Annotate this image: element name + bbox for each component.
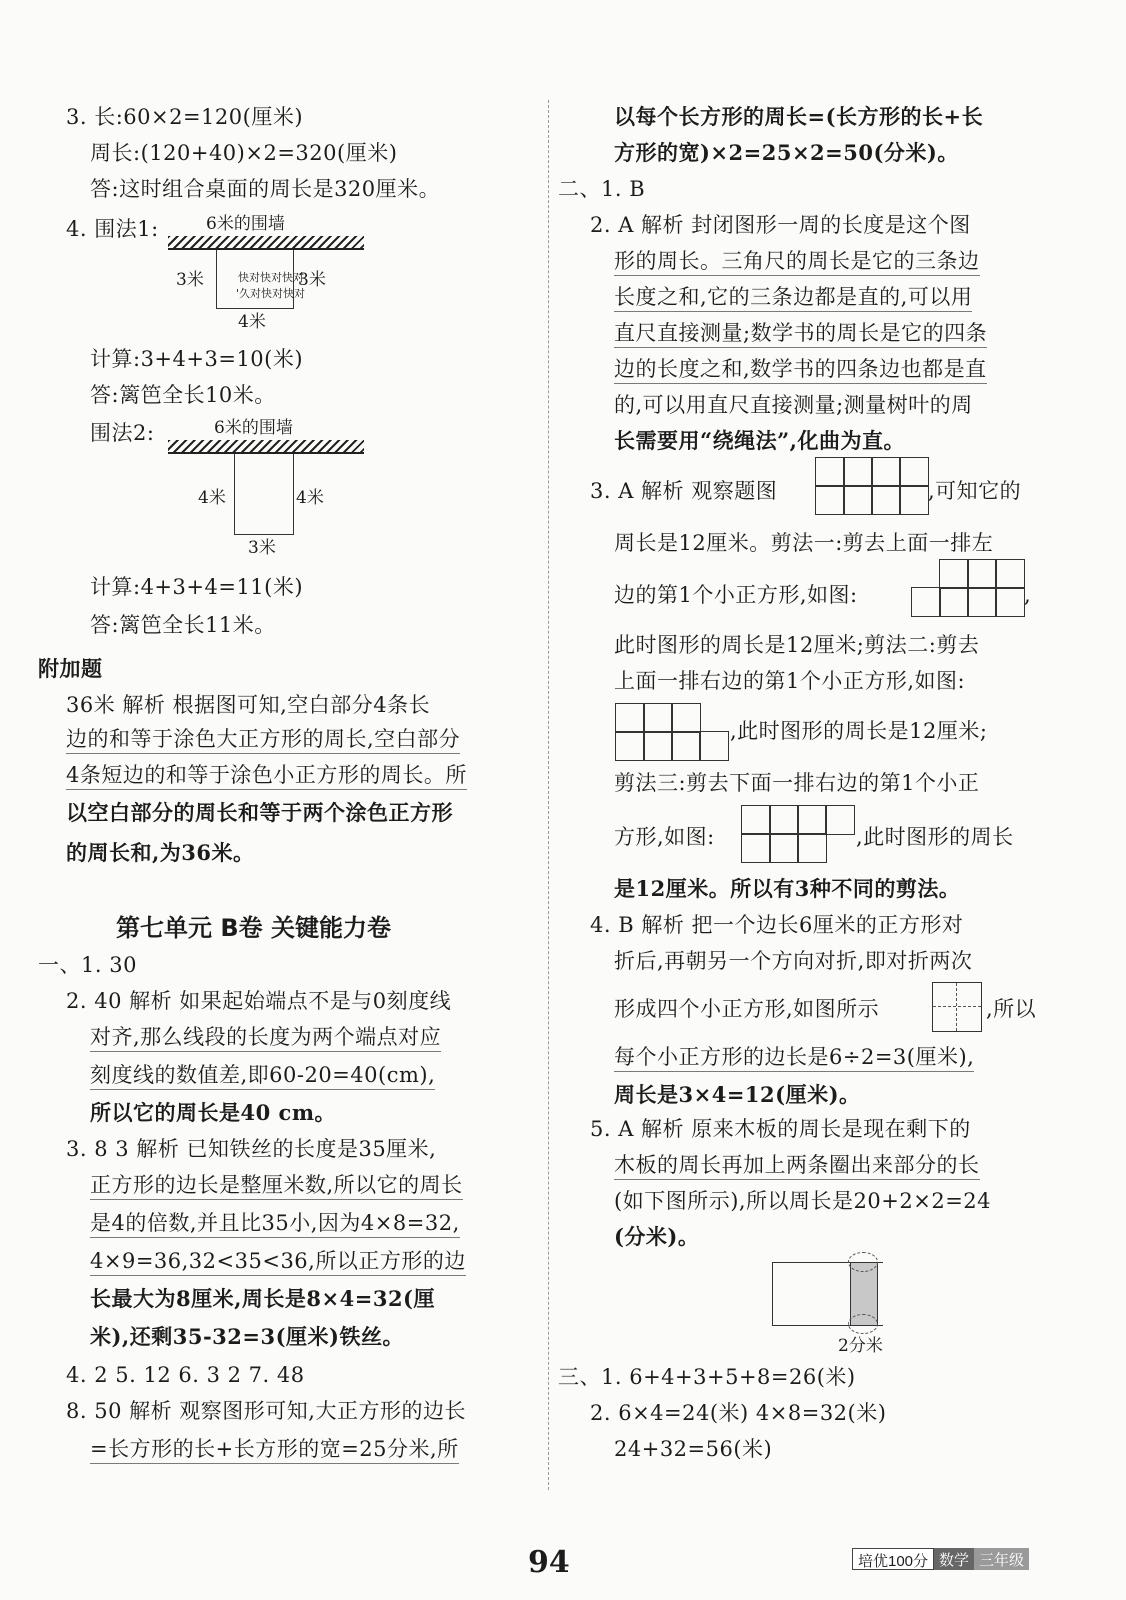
fig-board-label: 2分米 (838, 1336, 883, 1356)
fig2-wall (168, 440, 364, 454)
r2-2-line3: 长度之和,它的三条边都是直的,可以用 (614, 284, 972, 312)
r2-5-line1: 5. A 解析 原来木板的周长是现在剩下的 (590, 1117, 971, 1141)
fig2-bottom-label: 3米 (248, 538, 276, 558)
fig1-watermark-1: 快对快对快对 (238, 271, 304, 284)
r2-4-line4: 每个小正方形的边长是6÷2=3(厘米), (614, 1044, 974, 1072)
bonus-line3: 4条短边的和等于涂色小正方形的周长。所 (66, 762, 467, 790)
r2-4-line5: 周长是3×4=12(厘米)。 (614, 1082, 861, 1107)
s8-line1: 8. 50 解析 观察图形可知,大正方形的边长 (66, 1399, 466, 1423)
r2-3-line6: ,此时图形的周长是12厘米; (730, 719, 988, 743)
fig-grid-full (816, 458, 928, 514)
q4-method1-label: 4. 围法1: (66, 217, 159, 241)
s2-line4: 所以它的周长是40 cm。 (90, 1100, 337, 1125)
r-line1: 以每个长方形的周长=(长方形的长+长 (614, 104, 984, 129)
r2-3-line2: 周长是12厘米。剪法一:剪去上面一排左 (614, 531, 994, 555)
r3-1: 三、1. 6+4+3+5+8=26(米) (558, 1365, 856, 1389)
s2-line2: 对齐,那么线段的长度为两个端点对应 (90, 1024, 441, 1052)
fig1-right-label: 3米 (298, 270, 326, 290)
fig1-wall (168, 236, 364, 250)
fig-board-ellipse-top (848, 1252, 878, 1272)
q3-line1: 3. 长:60×2=120(厘米) (66, 105, 304, 129)
fig2-right-label: 4米 (296, 488, 324, 508)
r2-1: 二、1. B (558, 177, 646, 201)
r2-2-line6: 的,可以用直尺直接测量;测量树叶的周 (614, 393, 973, 417)
r2-2-line1: 2. A 解析 封闭图形一周的长度是这个图 (590, 213, 971, 237)
answer1: 答:篱笆全长10米。 (90, 383, 276, 407)
r2-3-line1a: 3. A 解析 观察题图 (590, 479, 778, 503)
fig-board-ellipse-bottom (848, 1314, 878, 1334)
r-line2: 方形的宽)×2=25×2=50(分米)。 (614, 140, 959, 165)
fig-cut1 (912, 560, 1024, 616)
s3-line2: 正方形的边长是整厘米数,所以它的周长 (90, 1172, 463, 1200)
q3-line3: 答:这时组合桌面的周长是320厘米。 (90, 177, 441, 201)
fig-cut2 (616, 704, 728, 760)
s2-line1: 2. 40 解析 如果起始端点不是与0刻度线 (66, 989, 452, 1013)
r2-2-line5: 边的长度之和,数学书的四条边也都是直 (614, 356, 987, 384)
r2-3-line3a: 边的第1个小正方形,如图: (614, 583, 858, 607)
fig2-left-label: 4米 (198, 488, 226, 508)
fig1-bottom-label: 4米 (238, 312, 266, 332)
r2-3-line4: 此时图形的周长是12厘米;剪法二:剪去 (614, 633, 980, 657)
s3-line4: 4×9=36,32<35<36,所以正方形的边 (90, 1248, 466, 1276)
fig1-wall-label: 6米的围墙 (206, 214, 285, 234)
r2-5-line4: (分米)。 (614, 1224, 700, 1249)
r3-2-line1: 2. 6×4=24(米) 4×8=32(米) (590, 1401, 887, 1425)
s3-line5: 长最大为8厘米,周长是8×4=32(厘 (90, 1286, 435, 1311)
footer-grade: 三年级 (974, 1548, 1029, 1570)
s3-line6: 米),还剩35-32=3(厘米)铁丝。 (90, 1324, 404, 1349)
r2-3-line9: 是12厘米。所以有3种不同的剪法。 (614, 876, 961, 901)
r2-2-line2: 形的周长。三角尺的周长是它的三条边 (614, 248, 980, 276)
bonus-title: 附加题 (38, 656, 103, 681)
answer2: 答:篱笆全长11米。 (90, 613, 276, 637)
fig1-left-label: 3米 (176, 270, 204, 290)
s4-7: 4. 2 5. 12 6. 3 2 7. 48 (66, 1363, 305, 1387)
r2-3-line7: 剪法三:剪去下面一排右边的第1个小正 (614, 771, 980, 795)
fig-cut3 (742, 806, 854, 862)
r2-2-line7: 长需要用“绕绳法”,化曲为直。 (614, 428, 905, 453)
r2-3-line3b: , (1024, 583, 1032, 607)
s3-line1: 3. 8 3 解析 已知铁丝的长度是35厘米, (66, 1137, 437, 1161)
r2-3-line8a: 方形,如图: (614, 825, 715, 849)
r2-3-line1b: ,可知它的 (928, 479, 1022, 503)
bonus-line1: 36米 解析 根据图可知,空白部分4条长 (66, 693, 431, 717)
r2-5-line2: 木板的周长再加上两条圈出来部分的长 (614, 1152, 980, 1180)
r2-4-line3a: 形成四个小正方形,如图所示 (614, 997, 880, 1021)
r3-2-line2: 24+32=56(米) (614, 1437, 773, 1461)
r2-4-line3b: ,所以 (986, 997, 1037, 1021)
footer-badge (852, 1548, 1029, 1570)
r2-4-line1: 4. B 解析 把一个边长6厘米的正方形对 (590, 913, 964, 937)
bonus-line4: 以空白部分的周长和等于两个涂色正方形 (66, 800, 453, 825)
s2-line3: 刻度线的数值差,即60-20=40(cm), (90, 1062, 435, 1090)
r2-4-line2: 折后,再朝另一个方向对折,即对折两次 (614, 949, 973, 973)
footer-brand: 培优100分 (852, 1548, 934, 1570)
r2-2-line4: 直尺直接测量;数学书的周长是它的四条 (614, 320, 987, 348)
bonus-line2: 边的和等于涂色大正方形的周长,空白部分 (66, 726, 460, 754)
footer-subject: 数学 (934, 1548, 974, 1570)
r2-5-line3: (如下图所示),所以周长是20+2×2=24 (614, 1189, 992, 1213)
q3-line2: 周长:(120+40)×2=320(厘米) (90, 141, 398, 165)
column-divider (548, 100, 549, 1490)
r2-3-line8b: ,此时图形的周长 (856, 825, 1014, 849)
section-title: 第七单元 B卷 关键能力卷 (116, 914, 392, 942)
fig2-fence (234, 454, 294, 535)
r2-3-line5: 上面一排右边的第1个小正方形,如图: (614, 669, 966, 693)
fig1-watermark-2: '久对快对快对 (236, 287, 306, 300)
s3-line3: 是4的倍数,并且比35小,因为4×8=32, (90, 1210, 460, 1238)
s1: 一、1. 30 (38, 953, 137, 977)
s8-line2: =长方形的长+长方形的宽=25分米,所 (90, 1436, 459, 1464)
calc2: 计算:4+3+4=11(米) (90, 575, 304, 599)
page-number: 94 (528, 1545, 570, 1580)
fig-folded-square (932, 982, 982, 1032)
fig2-wall-label: 6米的围墙 (214, 418, 293, 438)
bonus-line5: 的周长和,为36米。 (66, 840, 255, 865)
q4-method2-label: 围法2: (90, 421, 155, 445)
calc1: 计算:3+4+3=10(米) (90, 347, 304, 371)
